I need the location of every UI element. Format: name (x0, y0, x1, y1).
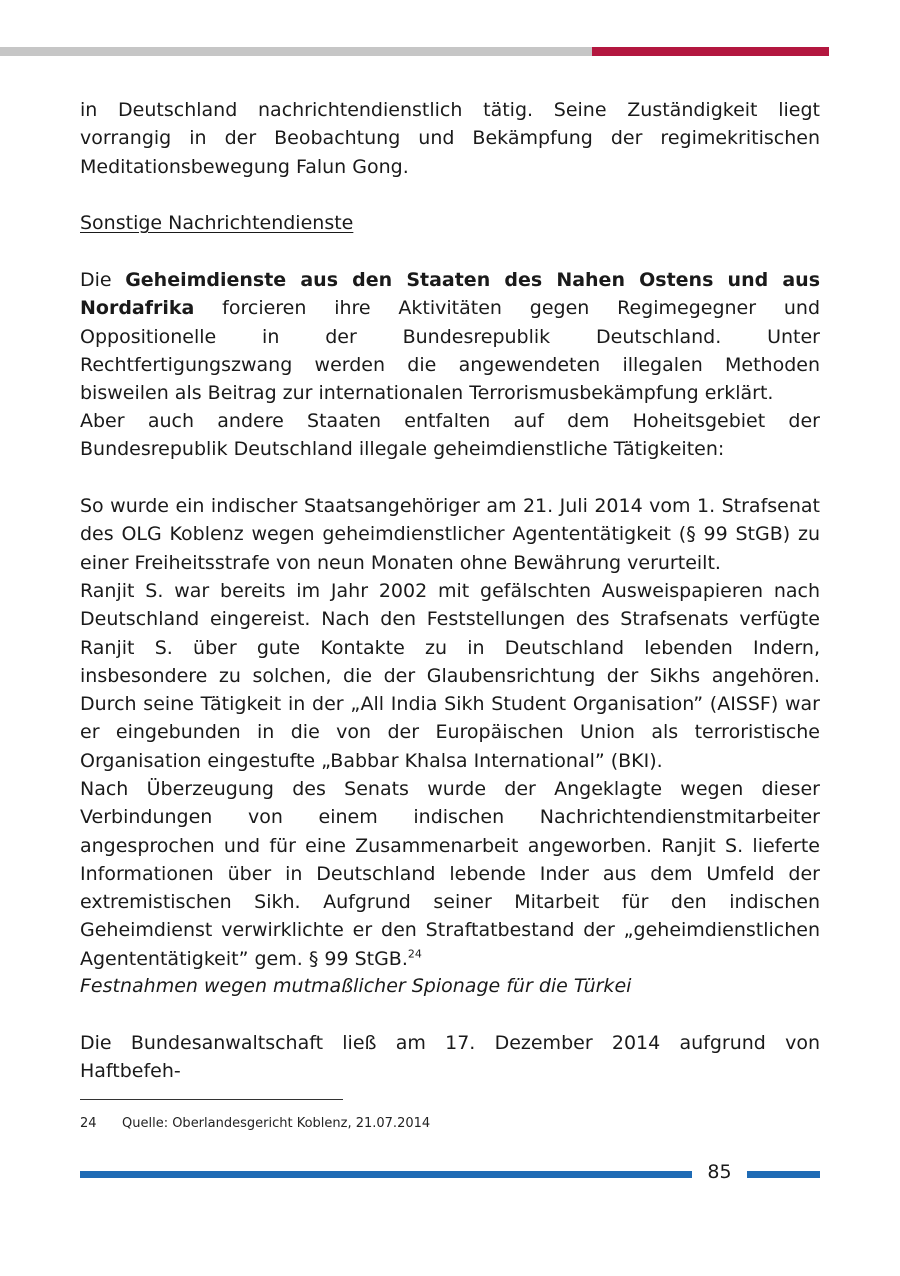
paragraph-near-east-services (80, 266, 820, 407)
paragraph-rest: forcieren ihre Aktivitäten gegen Regimegegner und Oppositionelle in der Bundesrepublik Deutschland. Unter Rechtfertigungszwang werden die angewendeten illegalen Methoden bisweilen als Beitrag zur internationalen Terrorismusbekämpfung erklärt. (80, 297, 820, 405)
paragraph-falun-gong: in Deutschland nachrichtendienstlich tätig. Seine Zuständigkeit liegt vorrangig in der Beobachtung und Bekämpfung der regimekritischen Meditationsbewegung Falun Gong. (80, 99, 820, 178)
paragraph-bold-phrase: Geheimdienste aus den Staaten des Nahen Ostens und aus Nordafrika (80, 269, 820, 320)
paragraph-lead: Die (80, 269, 126, 291)
paragraph-text: Nach Überzeugung des Senats wurde der Angeklagte wegen dieser Verbindungen von einem indischen Nachrichtendienstmitarbeiter angesprochen und für eine Zusammenarbeit angeworben. Ranjit S. lieferte Informationen über in Deutschland lebende Inder aus dem Umfeld der extremistischen Sikh. Aufgrund seiner Mitarbeit für den indischen Geheimdienst verwirklichte er den Straftatbestand der „geheimdienstlichen Agententätigkeit” gem. § 99 StGB. (80, 778, 820, 970)
footnote-reference[interactable]: 24 (407, 947, 422, 961)
paragraph-indian-national: So wurde ein indischer Staatsangehöriger am 21. Juli 2014 vom 1. Strafsenat des OLG Koblenz wegen geheimdienstlicher Agententätigkeit (§ 99 StGB) zu einer Freiheitsstrafe von neun Monaten ohne Bewährung verurteilt. (80, 495, 820, 574)
paragraph-ranjit-background: Ranjit S. war bereits im Jahr 2002 mit gefälschten Ausweispapieren nach Deutschland eingereist. Nach den Feststellungen des Strafsenats verfügte Ranjit S. über gute Kontakte zu in Deutschland lebenden Indern, insbesondere zu solchen, die der Glaubensrichtung der Sikhs angehören. Durch seine Tätigkeit in der „All India Sikh Student Organisation” (AISSF) war er eingebunden in die von der Europäischen Union als terroristische Organisation eingestufte „Babbar Khalsa International” (BKI). (80, 580, 820, 772)
footnote-text: Quelle: Oberlandesgericht Koblenz, 21.07.2014 (122, 1116, 431, 1131)
bottom-rule-left (80, 1171, 692, 1178)
top-rule-red (592, 47, 829, 56)
section-heading-turkey-arrests: Festnahmen wegen mutmaßlicher Spionage für die Türkei (80, 975, 632, 997)
footnote (80, 1115, 430, 1133)
page-number: 85 (707, 1161, 732, 1183)
top-rule-gray (0, 47, 592, 56)
paragraph-senate-conviction (80, 775, 820, 973)
paragraph-other-states: Aber auch andere Staaten entfalten auf dem Hoheitsgebiet der Bundesrepublik Deutschland illegale geheimdienstliche Tätigkeiten: (80, 410, 820, 461)
paragraph-federal-prosecutor: Die Bundesanwaltschaft ließ am 17. Dezember 2014 aufgrund von Haftbefeh- (80, 1032, 820, 1083)
footnote-divider (80, 1099, 343, 1100)
section-heading-other-services: Sonstige Nachrichtendienste (80, 212, 354, 234)
bottom-rule-right (747, 1171, 820, 1178)
footnote-number: 24 (80, 1116, 97, 1131)
